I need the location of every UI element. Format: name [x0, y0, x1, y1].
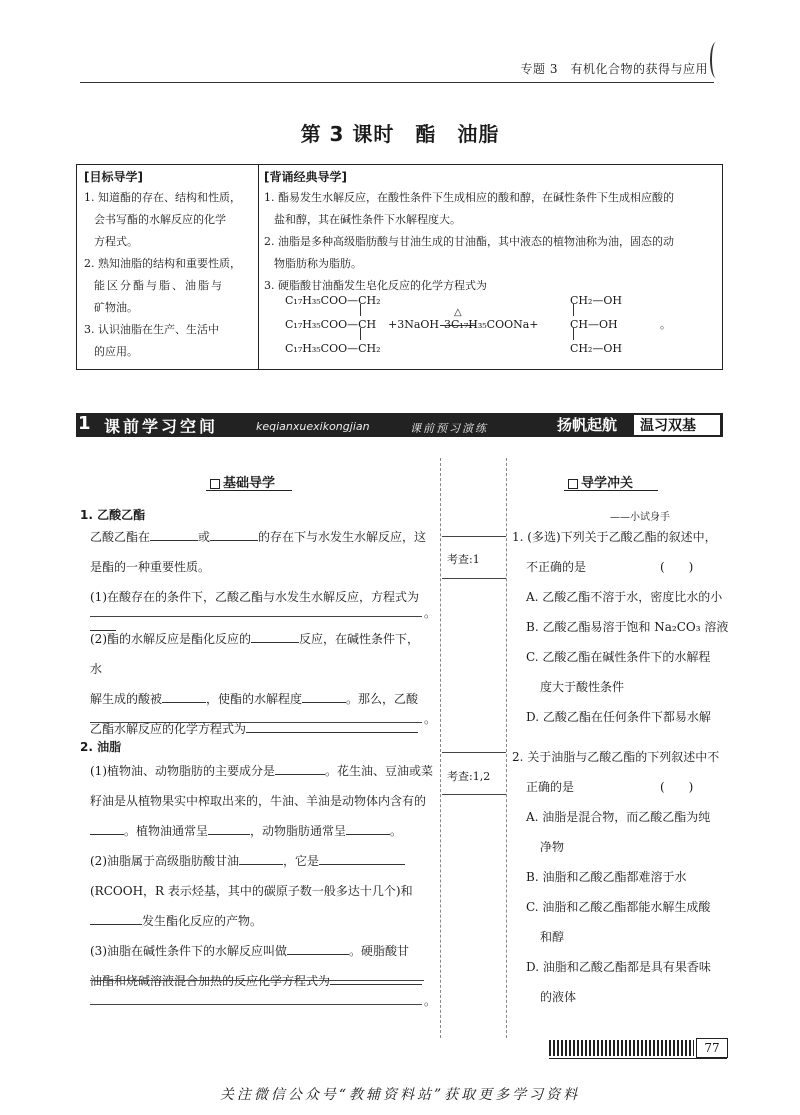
target-line: 3. 认识油脂在生产、生活中: [84, 323, 219, 336]
formula-end: 。: [660, 318, 671, 331]
square-icon: [568, 479, 578, 489]
blank-field[interactable]: [330, 970, 422, 985]
blank-field[interactable]: [90, 910, 142, 925]
blank-field[interactable]: [208, 820, 250, 835]
question-1: [512, 522, 732, 732]
banner-title: 课前学习空间: [104, 417, 219, 436]
q1-stem-2: 不正确的是 ( ): [512, 552, 732, 582]
blank-field[interactable]: [246, 718, 418, 733]
blank-field[interactable]: [319, 850, 405, 865]
formula-condition: △: [454, 307, 462, 318]
option: 度大于酸性条件: [540, 680, 625, 694]
formula-product: 3C₁₇H₃₅COONa+: [444, 318, 539, 331]
period: 。: [424, 712, 437, 726]
q1-stem: 1. (多选)下列关于乙酸乙酯的叙述中，: [512, 530, 717, 544]
margin-rule: [442, 794, 506, 795]
q1-line: (1)在酸存在的条件下，乙酸乙酯与水发生水解反应，方程式为: [90, 582, 430, 642]
option[interactable]: B. 乙酸乙酯易溶于饱和 Na₂CO₃ 溶液: [526, 620, 729, 634]
practice-subhead: ——小试身手: [610, 512, 670, 523]
option: 净物: [540, 840, 565, 854]
blank-field[interactable]: [150, 526, 198, 541]
header-rule: [80, 82, 714, 83]
kaocha-1: 考查:1: [447, 553, 480, 566]
basic-guide-head: 基础导学: [210, 472, 275, 491]
option[interactable]: C. 油脂和乙酸乙酯都能水解生成酸: [526, 900, 711, 914]
practice-head: 导学冲关: [568, 472, 633, 491]
formula-bond: [360, 304, 361, 316]
period: 。: [424, 606, 437, 620]
target-line: 矿物油。: [94, 301, 138, 314]
recite-line: 盐和醇，其在碱性条件下水解程度大。: [274, 213, 461, 226]
kaocha-2: 考查:1,2: [447, 770, 491, 783]
target-guide: [84, 168, 254, 363]
square-icon: [210, 479, 220, 489]
formula-glycerol-row: CH₂—OH: [570, 294, 623, 307]
q1-body-2: [90, 624, 430, 744]
answer-line[interactable]: [90, 980, 424, 981]
period: 。: [424, 994, 437, 1008]
target-line: 1. 知道酯的存在、结构和性质，: [84, 191, 241, 204]
header-topic: 专题 3 有机化合物的获得与应用: [520, 62, 708, 76]
formula-bond: [573, 328, 574, 340]
blank-field[interactable]: [162, 688, 206, 703]
option[interactable]: D. 乙酸乙酯在任何条件下都易水解: [526, 710, 711, 724]
page-number: 77: [696, 1038, 728, 1058]
formula-bond: [573, 304, 574, 316]
q2-stem: 2. 关于油脂与乙酸乙酯的下列叙述中不: [512, 750, 720, 764]
banner-slogan-2: 温习双基: [640, 418, 696, 434]
goals-box-divider: [258, 164, 259, 370]
option[interactable]: D. 油脂和乙酸乙酯都是具有果香味: [526, 960, 711, 974]
q1-line: 乙酯水解反应的化学方程式为: [90, 714, 430, 744]
option[interactable]: A. 乙酸乙酯不溶于水，密度比水的小: [526, 590, 723, 604]
column-divider: [506, 458, 507, 1038]
promo-text: 关注微信公众号“教辅资料站”获取更多学习资料: [219, 1087, 581, 1103]
recite-line: 1. 酯易发生水解反应，在酸性条件下生成相应的酸和醇，在碱性条件下生成相应酸的: [264, 191, 674, 204]
target-guide-head: [目标导学]: [84, 170, 143, 184]
target-line: 会书写酯的水解反应的化学: [94, 213, 226, 226]
q1-line: 是酯的一种重要性质。: [90, 560, 211, 574]
head-underline: [564, 490, 658, 491]
q2-line: (3)油脂在碱性条件下的水解反应叫做 。硬脂酸甘: [90, 936, 435, 966]
q2-line: 籽油是从植物果实中榨取出来的，牛油、羊油是动物体内含有的: [90, 794, 427, 808]
option[interactable]: A. 油脂是混合物，而乙酸乙酯为纯: [526, 810, 711, 824]
target-line: 的应用。: [94, 345, 138, 358]
q2-stem-2: 正确的是 ( ): [512, 772, 732, 802]
q2-line: (RCOOH，R 表示烃基，其中的碳原子数一般多达十几个)和: [90, 884, 413, 898]
formula-reactant-row: C₁₇H₃₅COO—CH₂: [285, 294, 381, 307]
answer-paren[interactable]: ( ): [660, 780, 694, 794]
margin-rule: [442, 578, 506, 579]
q2-head: 2. 油脂: [80, 740, 122, 754]
q1-line: 乙酸乙酯在 或 的存在下与水发生水解反应，这: [90, 522, 430, 552]
formula-reagent: +3NaOH: [388, 318, 440, 331]
blank-field[interactable]: [275, 760, 325, 775]
margin-rule: [442, 536, 506, 537]
q2-line: (2)油脂属于高级脂肪酸甘油 ，它是: [90, 846, 435, 876]
q2-body: [90, 756, 435, 996]
blank-field[interactable]: [251, 628, 299, 643]
blank-field[interactable]: [287, 940, 349, 955]
formula-reactant-row: C₁₇H₃₅COO—CH: [285, 318, 377, 331]
blank-field[interactable]: [302, 688, 346, 703]
recite-guide: [264, 168, 719, 297]
formula-bond: [360, 328, 361, 340]
head-underline: [206, 490, 292, 491]
q2-line: 发生酯化反应的产物。: [90, 906, 435, 936]
q2-line: 。植物油通常呈 ，动物脂肪通常呈 。: [90, 816, 435, 846]
footer-rule: [549, 1058, 727, 1059]
recite-line: 物脂肪称为脂肪。: [274, 257, 362, 270]
formula-reactant-row: C₁₇H₃₅COO—CH₂: [285, 342, 381, 355]
target-line: 能区分酯与脂、油脂与: [94, 279, 224, 292]
blank-field[interactable]: [210, 526, 258, 541]
option[interactable]: C. 乙酸乙酯在碱性条件下的水解程: [526, 650, 711, 664]
q1-line: (2)酯的水解反应是酯化反应的 反应，在碱性条件下，水: [90, 624, 430, 684]
blank-field[interactable]: [346, 820, 390, 835]
lesson-title: 第 3 课时 酯 油脂: [300, 122, 500, 146]
q2-line: (1)植物油、动物脂肪的主要成分是 。花生油、豆油或菜: [90, 756, 435, 786]
target-line: 2. 熟知油脂的结构和重要性质，: [84, 257, 241, 270]
answer-line[interactable]: [90, 1004, 422, 1005]
blank-field[interactable]: [90, 820, 124, 835]
question-2: [512, 742, 732, 1012]
answer-line[interactable]: [90, 616, 422, 617]
recite-guide-head: [背诵经典导学]: [264, 170, 347, 184]
banner-pinyin: keqianxuexikongjian: [256, 420, 370, 433]
header-bracket-ornament: [710, 42, 722, 78]
option: 的液体: [540, 990, 577, 1004]
q2-line: 油酯和烧碱溶液混合加热的反应化学方程式为: [90, 966, 435, 996]
formula-glycerol-row: CH—OH: [570, 318, 618, 331]
blank-field[interactable]: [239, 850, 283, 865]
option: 和醇: [540, 930, 565, 944]
q1-head: 1. 乙酸乙酯: [80, 508, 146, 522]
recite-line: 2. 油脂是多种高级脂肪酸与甘油生成的甘油酯，其中液态的植物油称为油，固态的动: [264, 235, 674, 248]
q1-line: 解生成的酸被 ，使酯的水解程度 。那么，乙酸: [90, 684, 430, 714]
target-line: 方程式。: [94, 235, 138, 248]
banner-subtitle: 课前预习演练: [410, 422, 488, 435]
answer-paren[interactable]: ( ): [660, 560, 694, 574]
answer-line[interactable]: [90, 722, 422, 723]
footer-stripe-bar: [549, 1040, 694, 1056]
margin-rule: [442, 752, 506, 753]
banner-slogan: 扬帆起航: [557, 416, 618, 434]
column-divider: [440, 458, 441, 1038]
banner-number: 1: [78, 413, 91, 434]
recite-line: 3. 硬脂酸甘油酯发生皂化反应的化学方程式为: [264, 279, 487, 292]
formula-glycerol-row: CH₂—OH: [570, 342, 623, 355]
option[interactable]: B. 油脂和乙酸乙酯都难溶于水: [526, 870, 687, 884]
